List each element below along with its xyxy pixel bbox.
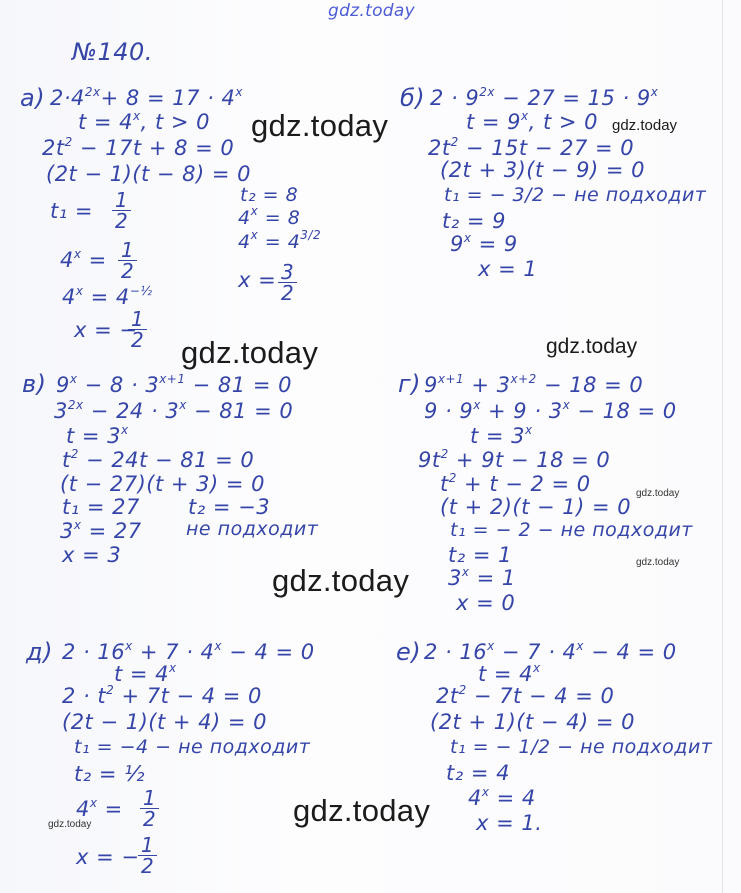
equation-line: (t − 27)(t + 3) = 0 [60, 472, 266, 496]
equation-line: (2t − 1)(t − 8) = 0 [46, 162, 252, 186]
equation-line: $2 \cdot 16^x - 7 \cdot 4^x - 4 = 0$ [424, 639, 677, 664]
equation-line: $4^x = 4^{3/2}$ [238, 228, 322, 253]
equation-line: t₂ = 9 [442, 209, 506, 233]
equation-line: t₂ = ½ [74, 762, 145, 786]
equation-line: $9 \cdot 9^x + 9 \cdot 3^x - 18 = 0$ [424, 398, 677, 423]
equation-line: (2t − 1)(t + 4) = 0 [62, 710, 268, 734]
watermark: gdz.today [48, 819, 92, 830]
equation-line: $t = 4^x$ [114, 661, 177, 686]
equation-line: t₂ = 1 [448, 543, 512, 567]
equation-line: (t + 2)(t − 1) = 0 [440, 495, 632, 519]
equation-line: $3^{2x} - 24 \cdot 3^x - 81 = 0$ [54, 398, 294, 423]
equation-line: $2t^2 - 7t - 4 = 0$ [436, 683, 615, 708]
equation-line: $4^x = 8$ [238, 204, 301, 229]
watermark: gdz.today [181, 335, 319, 370]
equation-line: $9^{x+1} + 3^{x+2} - 18 = 0$ [424, 372, 644, 397]
fraction: $\frac{3}{2}$ [278, 262, 297, 303]
equation-line: $2t^2 - 17t + 8 = 0$ [42, 135, 235, 160]
equation-line: $2 \cdot 16^x + 7 \cdot 4^x - 4 = 0$ [62, 639, 315, 664]
equation-line: (2t + 3)(t − 9) = 0 [440, 158, 646, 182]
equation-line: $t = 3^x$ [66, 423, 129, 448]
equation-line: x = − [76, 845, 140, 869]
equation-line: $9^x - 8 \cdot 3^{x+1} - 81 = 0$ [56, 372, 292, 397]
fraction: $\frac{1}{2}$ [112, 190, 131, 231]
equation-line: t₁ = − 2 − не подходит [450, 519, 693, 541]
equation-line: $3^x = 27$ [60, 518, 142, 543]
equation-line: x = 0 [456, 591, 516, 615]
equation-line: t₂ = 8 [240, 184, 299, 206]
equation-line: $3^x = 1$ [448, 565, 516, 590]
equation-line: $4^x$ = [60, 247, 107, 272]
watermark-top: gdz.today [328, 1, 415, 21]
equation-line: $2t^2 - 15t - 27 = 0$ [428, 135, 635, 160]
equation-line: $4^x = 4$ [468, 785, 536, 810]
problem-number: №140. [72, 38, 153, 66]
section-label: б) [400, 84, 426, 112]
fraction: $\frac{1}{2}$ [138, 835, 157, 876]
equation-line: $2\cdot 4^{2x}+ 8 = 17 \cdot 4^x$ [50, 85, 243, 110]
equation-line: $t = 9^x$, t > 0 [466, 109, 599, 134]
watermark: gdz.today [272, 563, 410, 598]
section-label: е) [396, 638, 422, 666]
section-label: а) [20, 84, 46, 112]
section-label: д) [26, 638, 53, 666]
equation-line: x = [238, 268, 277, 292]
equation-line: (2t + 1)(t − 4) = 0 [430, 710, 636, 734]
watermark: gdz.today [251, 108, 389, 143]
equation-line: $4^x$ = [76, 796, 123, 821]
equation-line: t₁ = [50, 199, 93, 223]
equation-line: $2 \cdot t^2 + 7t - 4 = 0$ [62, 683, 262, 708]
equation-line: $t^2 + t - 2 = 0$ [440, 471, 591, 496]
equation-line: t₁ = − 3/2 − не подходит [444, 184, 707, 206]
section-label: в) [22, 370, 47, 398]
fraction: $\frac{1}{2}$ [128, 309, 147, 350]
watermark: gdz.today [546, 335, 638, 358]
equation-line: $t = 3^x$ [470, 423, 533, 448]
equation-line: $t = 4^x$, t > 0 [78, 109, 211, 134]
equation-line: x = − [74, 318, 138, 342]
margin-line [722, 0, 723, 893]
equation-line: $9t^2 + 9t - 18 = 0$ [418, 447, 611, 472]
watermark: gdz.today [636, 488, 680, 499]
watermark: gdz.today [612, 117, 678, 134]
equation-line: x = 1 [478, 257, 538, 281]
section-label: г) [398, 370, 421, 398]
equation-line: t₂ = −3 [188, 495, 271, 519]
equation-line: t₁ = −4 − не подходит [74, 736, 311, 758]
fraction: $\frac{1}{2}$ [140, 788, 159, 829]
equation-line: t₂ = 4 [446, 761, 510, 785]
equation-line: t₁ = − 1/2 − не подходит [450, 736, 713, 758]
watermark: gdz.today [636, 557, 680, 568]
equation-line: не подходит [186, 518, 319, 540]
watermark: gdz.today [293, 793, 431, 828]
equation-line: $t^2 - 24t - 81 = 0$ [62, 447, 255, 472]
equation-line: $2 \cdot 9^{2x} - 27 = 15 \cdot 9^x$ [430, 85, 659, 110]
fraction: $\frac{1}{2}$ [118, 240, 137, 281]
equation-line: x = 3 [62, 543, 122, 567]
equation-line: $t = 4^x$ [478, 661, 541, 686]
equation-line: t₁ = 27 [62, 495, 140, 519]
equation-line: $4^x = 4^{-\frac{1}{2}}$ [62, 284, 153, 309]
equation-line: $9^x = 9$ [450, 231, 518, 256]
equation-line: x = 1. [476, 811, 543, 835]
